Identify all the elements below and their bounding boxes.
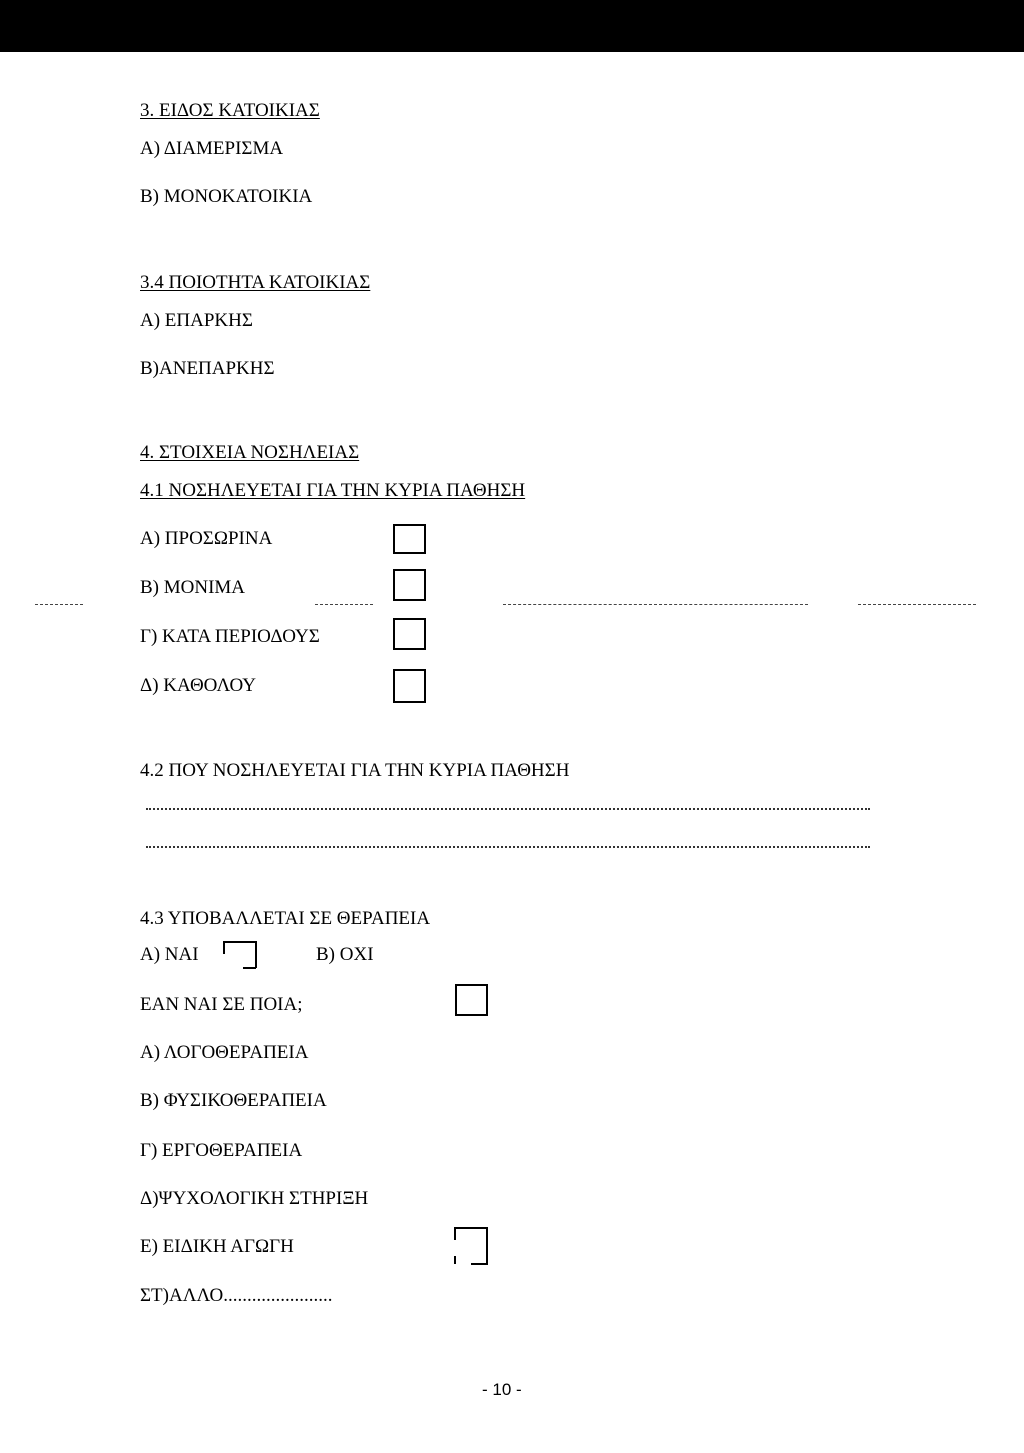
answer-line-1[interactable] (146, 808, 870, 810)
checkbox-periodically[interactable] (393, 618, 426, 650)
option-inadequate: Β)ΑΝΕΠΑΡΚΗΣ (140, 358, 275, 379)
option-apartment: Α) ΔΙΑΜΕΡΙΣΜΑ (140, 138, 284, 159)
option-not-at-all: Δ) ΚΑΘΟΛΟΥ (140, 675, 256, 696)
checkbox-permanent[interactable] (393, 569, 426, 601)
option-no: Β) ΟΧΙ (316, 944, 374, 965)
section-4-3-title: 4.3 ΥΠΟΒΑΛΛΕΤΑΙ ΣΕ ΘΕΡΑΠΕΙΑ (140, 908, 431, 929)
option-other: ΣΤ)ΑΛΛΟ....................... (140, 1285, 333, 1306)
answer-line-2[interactable] (146, 846, 870, 848)
checkbox-yes-bracket[interactable] (221, 940, 259, 970)
section-3-4-title: 3.4 ΠΟΙΟΤΗΤΑ ΚΑΤΟΙΚΙΑΣ (140, 272, 371, 293)
option-physiotherapy: Β) ΦΥΣΙΚΟΘΕΡΑΠΕΙΑ (140, 1090, 327, 1111)
checkbox-temporary[interactable] (393, 524, 426, 554)
option-speech-therapy: Α) ΛΟΓΟΘΕΡΑΠΕΙΑ (140, 1042, 309, 1063)
option-yes: Α) ΝΑΙ (140, 944, 199, 965)
option-temporary: Α) ΠΡΟΣΩΡΙΝΑ (140, 528, 273, 549)
section-3-title: 3. ΕΙΔΟΣ ΚΑΤΟΙΚΙΑΣ (140, 100, 320, 121)
option-detached-house: Β) ΜΟΝΟΚΑΤΟΙΚΙΑ (140, 186, 313, 207)
option-periodically: Γ) ΚΑΤΑ ΠΕΡΙΟΔΟΥΣ (140, 626, 320, 647)
option-permanent: Β) ΜΟΝΙΜΑ (140, 577, 246, 598)
option-psychological-support: Δ)ΨΥΧΟΛΟΓΙΚΗ ΣΤΗΡΙΞΗ (140, 1188, 369, 1209)
checkbox-which-therapy[interactable] (455, 984, 488, 1016)
section-4-2-title: 4.2 ΠΟΥ ΝΟΣΗΛΕΥΕΤΑΙ ΓΙΑ ΤΗΝ ΚΥΡΙΑ ΠΑΘΗΣΗ (140, 760, 570, 781)
option-special-education: Ε) ΕΙΔΙΚΗ ΑΓΩΓΗ (140, 1236, 294, 1257)
checkbox-special-education[interactable] (453, 1226, 489, 1266)
section-4-1-title: 4.1 ΝΟΣΗΛΕΥΕΤΑΙ ΓΙΑ ΤΗΝ ΚΥΡΙΑ ΠΑΘΗΣΗ (140, 480, 526, 501)
which-therapy-label: ΕΑΝ ΝΑΙ ΣΕ ΠΟΙΑ; (140, 994, 303, 1015)
scan-line (35, 604, 83, 605)
page-number: - 10 - (482, 1380, 522, 1399)
section-4-title: 4. ΣΤΟΙΧΕΙΑ ΝΟΣΗΛΕΙΑΣ (140, 442, 360, 463)
scan-line (503, 604, 808, 605)
scan-line (315, 604, 373, 605)
option-adequate: Α) ΕΠΑΡΚΗΣ (140, 310, 253, 331)
option-occupational-therapy: Γ) ΕΡΓΟΘΕΡΑΠΕΙΑ (140, 1140, 303, 1161)
checkbox-not-at-all[interactable] (393, 669, 426, 703)
top-black-band (0, 0, 1024, 52)
scan-line (858, 604, 976, 605)
